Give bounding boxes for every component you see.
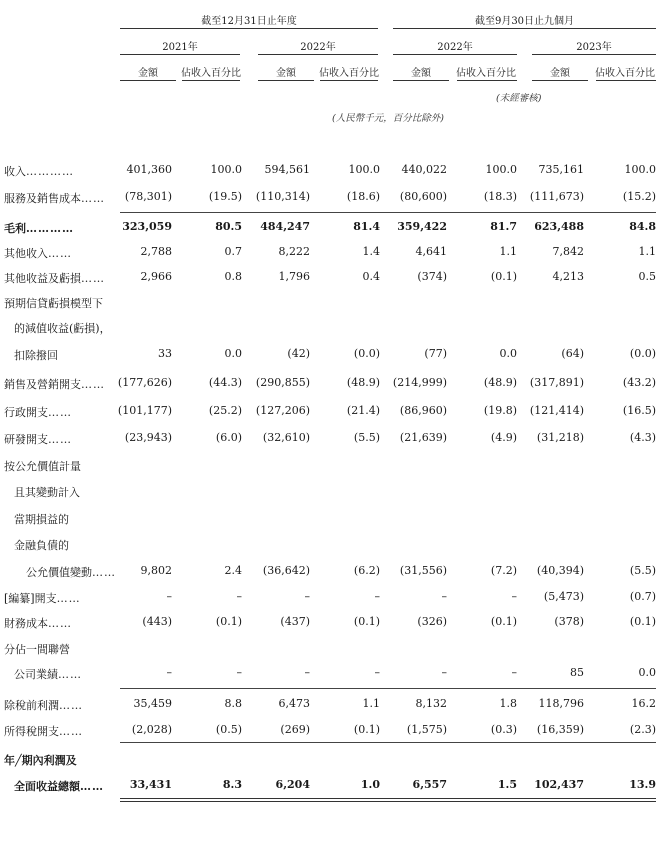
amount-cell: (80,600) xyxy=(399,190,447,203)
row-leader-dots: …… xyxy=(81,272,105,285)
amount-cell: (269) xyxy=(280,723,310,736)
row-label xyxy=(14,537,69,553)
amount-cell: (214,999) xyxy=(392,376,447,389)
amount-cell: – xyxy=(166,666,172,679)
total-double-rule xyxy=(120,798,656,802)
row-label xyxy=(14,666,82,682)
amount-cell: 6,557 xyxy=(412,778,447,791)
row-label xyxy=(4,270,105,286)
col-rule-2a xyxy=(258,80,314,81)
percent-cell: (4.9) xyxy=(490,431,517,444)
row-label-text: 分佔一間聯營 xyxy=(4,643,70,656)
row-label xyxy=(4,163,74,179)
percent-cell: (0.0) xyxy=(353,347,380,360)
amount-cell: 35,459 xyxy=(133,697,172,710)
percent-cell: (7.2) xyxy=(490,564,517,577)
amount-cell: (64) xyxy=(561,347,584,360)
percent-cell: 81.7 xyxy=(490,220,517,233)
percent-cell: (18.3) xyxy=(483,190,517,203)
row-label-text: 且其變動計入 xyxy=(14,486,80,499)
row-leader-dots: …… xyxy=(92,566,116,579)
amount-cell: (378) xyxy=(554,615,584,628)
row-label xyxy=(4,641,70,657)
row-label xyxy=(4,245,72,261)
percent-cell: (21.4) xyxy=(346,404,380,417)
row-label xyxy=(4,697,83,713)
amount-cell: 594,561 xyxy=(264,163,310,176)
row-label-text: 行政開支 xyxy=(4,406,48,419)
percent-cell: (43.2) xyxy=(622,376,656,389)
percent-cell: (44.3) xyxy=(208,376,242,389)
percent-cell: (0.1) xyxy=(353,723,380,736)
amount-cell: 323,059 xyxy=(122,220,172,233)
amount-cell: (21,639) xyxy=(399,431,447,444)
percent-cell: (0.1) xyxy=(353,615,380,628)
percent-cell: (0.5) xyxy=(215,723,242,736)
year-header-4: 2023年 xyxy=(576,42,612,53)
row-label-text: 除稅前利潤 xyxy=(4,699,59,712)
percent-cell: 100.0 xyxy=(624,163,656,176)
percent-cell: (0.7) xyxy=(629,590,656,603)
row-leader-dots: …… xyxy=(80,780,104,793)
amount-cell: 4,641 xyxy=(415,245,447,258)
amount-cell: 9,802 xyxy=(140,564,172,577)
amount-cell: (77) xyxy=(424,347,447,360)
amount-cell: (36,642) xyxy=(262,564,310,577)
amount-cell: 4,213 xyxy=(552,270,584,283)
row-label xyxy=(14,778,104,794)
amount-cell: 6,204 xyxy=(275,778,310,791)
row-leader-dots: …… xyxy=(48,406,72,419)
amount-cell: (443) xyxy=(142,615,172,628)
row-leader-dots: …… xyxy=(58,668,82,681)
amount-cell: 359,422 xyxy=(397,220,447,233)
percent-cell: (0.1) xyxy=(490,615,517,628)
amount-cell: (317,891) xyxy=(529,376,584,389)
year-header-2: 2022年 xyxy=(300,42,336,53)
row-label-text: 金融負債的 xyxy=(14,539,69,552)
percent-cell: 100.0 xyxy=(485,163,517,176)
row-label xyxy=(14,320,111,336)
row-label xyxy=(4,404,72,420)
row-label xyxy=(4,615,72,631)
percent-cell: 100.0 xyxy=(210,163,242,176)
percent-cell: 81.4 xyxy=(353,220,380,233)
row-label-text: 研發開支 xyxy=(4,433,48,446)
row-label-text: 服務及銷售成本 xyxy=(4,192,81,205)
period-header-9m-rule xyxy=(393,28,656,29)
amount-cell: (437) xyxy=(280,615,310,628)
row-label xyxy=(4,458,81,474)
row-label-text: 公司業績 xyxy=(14,668,58,681)
amount-cell: (32,610) xyxy=(262,431,310,444)
row-label-text: 預期信貸虧損模型下 xyxy=(4,297,103,310)
percent-cell: 8.8 xyxy=(224,697,242,710)
amount-cell: (5,473) xyxy=(543,590,584,603)
percent-cell: (4.3) xyxy=(629,431,656,444)
percent-cell: – xyxy=(511,666,517,679)
percent-cell: (6.0) xyxy=(215,431,242,444)
row-label xyxy=(26,564,116,580)
subtotal-rule-before-gross-profit xyxy=(120,212,656,213)
row-leader-dots: …… xyxy=(59,725,83,738)
row-label xyxy=(4,376,105,392)
subtotal-rule-before-pbt xyxy=(120,688,656,689)
row-label-text: 當期損益的 xyxy=(14,513,69,526)
col-pct-3: 佔收入百分比 xyxy=(456,68,516,79)
amount-cell: (78,301) xyxy=(124,190,172,203)
col-amount-4: 金額 xyxy=(550,68,570,79)
row-label-text: 扣除撥回 xyxy=(14,349,58,362)
year-header-1: 2021年 xyxy=(162,42,198,53)
col-amount-3: 金額 xyxy=(411,68,431,79)
amount-cell: – xyxy=(304,590,310,603)
col-rule-4a xyxy=(532,80,588,81)
amount-cell: – xyxy=(441,666,447,679)
amount-cell: (23,943) xyxy=(124,431,172,444)
row-leader-dots: …… xyxy=(48,247,72,260)
percent-cell: 0.0 xyxy=(499,347,517,360)
percent-cell: (0.1) xyxy=(490,270,517,283)
amount-cell: 440,022 xyxy=(401,163,447,176)
percent-cell: 1.1 xyxy=(499,245,517,258)
row-label-text: 的減值收益(虧損)， xyxy=(14,322,111,335)
amount-cell: 102,437 xyxy=(534,778,584,791)
percent-cell: (5.5) xyxy=(353,431,380,444)
amount-cell: (40,394) xyxy=(536,564,584,577)
amount-cell: – xyxy=(166,590,172,603)
percent-cell: (0.3) xyxy=(490,723,517,736)
row-label xyxy=(4,431,72,447)
amount-cell: 118,796 xyxy=(538,697,584,710)
percent-cell: (0.1) xyxy=(629,615,656,628)
row-label xyxy=(4,220,74,236)
percent-cell: 0.5 xyxy=(638,270,656,283)
amount-cell: 33 xyxy=(158,347,172,360)
amount-cell: 623,488 xyxy=(534,220,584,233)
amount-cell: (31,556) xyxy=(399,564,447,577)
row-label xyxy=(14,511,69,527)
percent-cell: (19.8) xyxy=(483,404,517,417)
percent-cell: 0.7 xyxy=(224,245,242,258)
period-header-fy-rule xyxy=(120,28,378,29)
percent-cell: 1.1 xyxy=(362,697,380,710)
row-label-text: 公允價值變動 xyxy=(26,566,92,579)
year-rule-3 xyxy=(393,54,517,55)
amount-cell: 735,161 xyxy=(538,163,584,176)
unaudited-note: (未經審核) xyxy=(496,93,542,104)
col-amount-2: 金額 xyxy=(276,68,296,79)
percent-cell: (16.5) xyxy=(622,404,656,417)
percent-cell: (5.5) xyxy=(629,564,656,577)
amount-cell: 33,431 xyxy=(129,778,172,791)
amount-cell: (101,177) xyxy=(117,404,172,417)
percent-cell: (2.3) xyxy=(629,723,656,736)
row-leader-dots: …… xyxy=(48,617,72,630)
col-pct-1: 佔收入百分比 xyxy=(181,68,241,79)
amount-cell: (290,855) xyxy=(255,376,310,389)
amount-cell: 8,132 xyxy=(415,697,447,710)
row-leader-dots: ………… xyxy=(26,222,74,235)
row-leader-dots: …… xyxy=(48,433,72,446)
row-leader-dots: …… xyxy=(59,699,83,712)
row-leader-dots: …… xyxy=(81,378,105,391)
row-label xyxy=(4,723,83,739)
col-pct-2: 佔收入百分比 xyxy=(319,68,379,79)
amount-cell: 85 xyxy=(570,666,584,679)
amount-cell: (110,314) xyxy=(255,190,310,203)
year-header-3: 2022年 xyxy=(437,42,473,53)
col-rule-3a xyxy=(393,80,449,81)
col-rule-3b xyxy=(457,80,517,81)
percent-cell: 1.1 xyxy=(638,245,656,258)
amount-cell: (31,218) xyxy=(536,431,584,444)
percent-cell: – xyxy=(374,590,380,603)
percent-cell: 13.9 xyxy=(629,778,656,791)
percent-cell: (0.1) xyxy=(215,615,242,628)
row-label xyxy=(14,347,58,363)
row-label-text: 收入 xyxy=(4,165,26,178)
col-rule-1b xyxy=(182,80,240,81)
amount-cell: 2,788 xyxy=(140,245,172,258)
percent-cell: (48.9) xyxy=(346,376,380,389)
col-amount-1: 金額 xyxy=(138,68,158,79)
percent-cell: – xyxy=(374,666,380,679)
percent-cell: (0.0) xyxy=(629,347,656,360)
year-rule-2 xyxy=(258,54,378,55)
percent-cell: 16.2 xyxy=(631,697,656,710)
amount-cell: 484,247 xyxy=(260,220,310,233)
amount-cell: (16,359) xyxy=(536,723,584,736)
amount-cell: (2,028) xyxy=(131,723,172,736)
row-leader-dots: ………… xyxy=(26,165,74,178)
percent-cell: 0.4 xyxy=(362,270,380,283)
percent-cell: 1.4 xyxy=(362,245,380,258)
row-label xyxy=(4,752,77,768)
row-label-text: 毛利 xyxy=(4,222,26,235)
row-label xyxy=(4,295,103,311)
row-leader-dots: …… xyxy=(81,192,105,205)
amount-cell: (326) xyxy=(417,615,447,628)
col-pct-4: 佔收入百分比 xyxy=(595,68,655,79)
percent-cell: 100.0 xyxy=(348,163,380,176)
amount-cell: (177,626) xyxy=(117,376,172,389)
amount-cell: 8,222 xyxy=(278,245,310,258)
row-label xyxy=(4,590,81,606)
percent-cell: 0.0 xyxy=(638,666,656,679)
percent-cell: – xyxy=(236,590,242,603)
row-label-text: 所得稅開支 xyxy=(4,725,59,738)
percent-cell: 0.0 xyxy=(224,347,242,360)
percent-cell: (18.6) xyxy=(346,190,380,203)
row-leader-dots: …… xyxy=(56,592,81,605)
col-rule-4b xyxy=(596,80,656,81)
period-header-fy: 截至12月31日止年度 xyxy=(201,16,297,27)
amount-cell: (127,206) xyxy=(255,404,310,417)
unit-note: (人民幣千元，百分比除外) xyxy=(332,113,444,124)
amount-cell: 6,473 xyxy=(278,697,310,710)
percent-cell: 1.0 xyxy=(360,778,380,791)
amount-cell: – xyxy=(304,666,310,679)
row-label xyxy=(4,190,105,206)
percent-cell: 84.8 xyxy=(629,220,656,233)
percent-cell: – xyxy=(511,590,517,603)
percent-cell: 0.8 xyxy=(224,270,242,283)
percent-cell: – xyxy=(236,666,242,679)
row-label-text: 財務成本 xyxy=(4,617,48,630)
amount-cell: (86,960) xyxy=(399,404,447,417)
amount-cell: 401,360 xyxy=(126,163,172,176)
row-label-text: 其他收入 xyxy=(4,247,48,260)
row-label-text: 銷售及營銷開支 xyxy=(4,378,81,391)
year-rule-1 xyxy=(120,54,240,55)
percent-cell: (15.2) xyxy=(622,190,656,203)
percent-cell: 8.3 xyxy=(222,778,242,791)
percent-cell: (19.5) xyxy=(208,190,242,203)
amount-cell: (111,673) xyxy=(529,190,584,203)
percent-cell: (6.2) xyxy=(353,564,380,577)
row-label xyxy=(14,484,80,500)
percent-cell: (48.9) xyxy=(483,376,517,389)
row-label-text: 按公允價值計量 xyxy=(4,460,81,473)
row-label-text: 年╱期內利潤及 xyxy=(4,754,77,767)
col-rule-2b xyxy=(320,80,378,81)
percent-cell: (25.2) xyxy=(208,404,242,417)
row-label-text: 全面收益總額 xyxy=(14,780,80,793)
amount-cell: 1,796 xyxy=(278,270,310,283)
col-rule-1a xyxy=(120,80,176,81)
percent-cell: 80.5 xyxy=(215,220,242,233)
year-rule-4 xyxy=(532,54,656,55)
amount-cell: (42) xyxy=(287,347,310,360)
amount-cell: 7,842 xyxy=(552,245,584,258)
percent-cell: 1.5 xyxy=(497,778,517,791)
row-label-text: 其他收益及虧損 xyxy=(4,272,81,285)
amount-cell: (1,575) xyxy=(406,723,447,736)
subtotal-rule-before-total xyxy=(120,742,656,743)
amount-cell: 2,966 xyxy=(140,270,172,283)
amount-cell: – xyxy=(441,590,447,603)
percent-cell: 1.8 xyxy=(499,697,517,710)
percent-cell: 2.4 xyxy=(224,564,242,577)
amount-cell: (121,414) xyxy=(529,404,584,417)
row-label-text: [編纂]開支 xyxy=(4,592,57,605)
period-header-9m: 截至9月30日止九個月 xyxy=(474,16,575,27)
amount-cell: (374) xyxy=(417,270,447,283)
